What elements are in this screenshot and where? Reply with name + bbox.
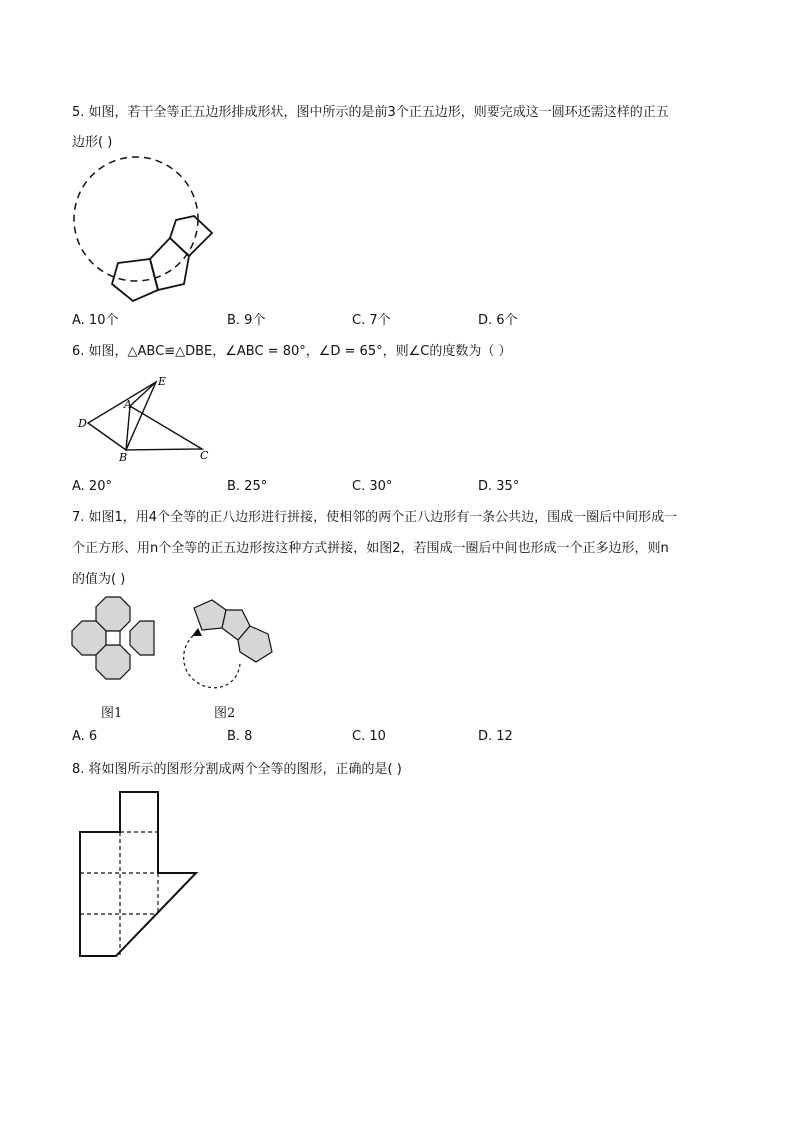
q6-option-b[interactable]: B. 25° <box>227 479 268 494</box>
q5-option-c[interactable]: C. 7个 <box>352 313 391 328</box>
q7-option-b[interactable]: B. 8 <box>227 729 253 744</box>
q5-text-line-2: 边形( ) <box>72 135 113 150</box>
q6-option-d[interactable]: D. 35° <box>478 479 520 494</box>
pentagon-a <box>194 600 226 630</box>
label-b: B <box>119 451 128 464</box>
triangle-abc <box>126 406 202 450</box>
q5-option-d[interactable]: D. 6个 <box>478 313 518 328</box>
q5-option-b[interactable]: B. 9个 <box>227 313 266 328</box>
q8-text-line-1: 8. 将如图所示的图形分割成两个全等的图形，正确的是( ) <box>72 762 402 777</box>
arrow-head-icon <box>192 628 202 636</box>
figure-1-caption: 图1 <box>101 706 123 721</box>
q7-text-line-2: 个正方形、用n个全等的正五边形按这种方式拼接，如图2，若围成一圈后中间也形成一个正多边形，则n <box>72 541 669 556</box>
label-e: E <box>158 375 167 388</box>
octagon-right <box>130 621 154 655</box>
segment-ae <box>130 382 156 406</box>
q7-pentagon-figure-2 <box>176 596 280 692</box>
q5-pentagon-ring-figure <box>66 155 246 305</box>
octagon-bottom <box>96 645 130 679</box>
q7-text-line-1: 7. 如图1，用4个全等的正八边形进行拼接，使相邻的两个正八边形有一条公共边，围成一圈后中间形成一 <box>72 510 678 525</box>
q5-option-a[interactable]: A. 10个 <box>72 313 119 328</box>
pentagon-3 <box>170 216 212 256</box>
q7-octagon-figure-1 <box>70 595 156 681</box>
q6-option-a[interactable]: A. 20° <box>72 479 112 494</box>
center-square <box>106 631 120 645</box>
q6-text-line-1: 6. 如图，△ABC≌△DBE，∠ABC = 80°，∠D = 65°，则∠C的度数为（ ） <box>72 344 512 359</box>
shape-outline <box>80 792 196 956</box>
label-d: D <box>78 417 87 430</box>
q7-option-a[interactable]: A. 6 <box>72 729 98 744</box>
figure-2-caption: 图2 <box>214 706 236 721</box>
dashed-arrow-arc <box>184 632 240 688</box>
pentagon-2 <box>150 238 189 290</box>
q5-text-line-1: 5. 如图，若干全等正五边形排成形状，图中所示的是前3个正五边形，则要完成这一圆环还需这样的正五 <box>72 105 669 120</box>
q7-text-line-3: 的值为( ) <box>72 572 126 587</box>
q7-option-c[interactable]: C. 10 <box>352 729 386 744</box>
q6-option-c[interactable]: C. 30° <box>352 479 393 494</box>
q8-grid-shape-figure <box>76 790 202 960</box>
q7-option-d[interactable]: D. 12 <box>478 729 513 744</box>
label-a: A <box>124 398 132 411</box>
q6-triangle-figure <box>74 372 224 464</box>
label-c: C <box>200 449 209 462</box>
